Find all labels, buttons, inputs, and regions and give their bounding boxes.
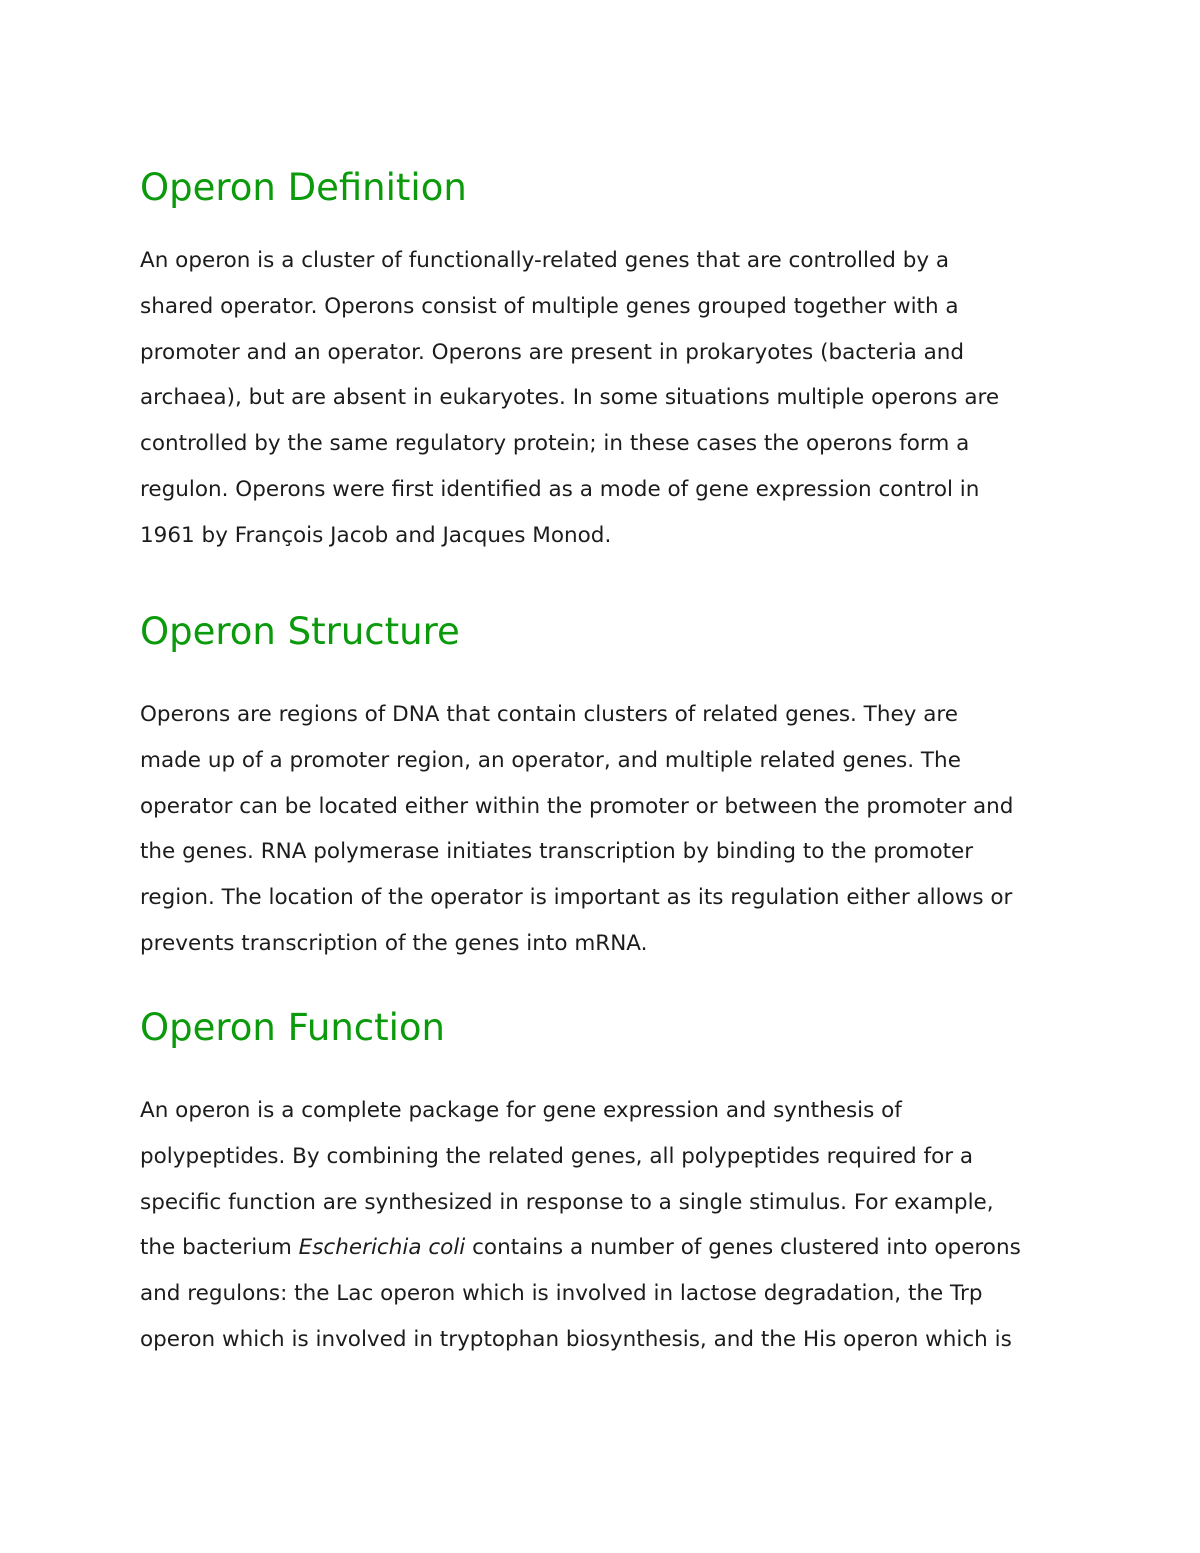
section-operon-structure (140, 610, 1070, 967)
text-line: 1961 by François Jacob and Jacques Monod. (140, 522, 612, 548)
heading-operon-function: Operon Function (140, 1006, 445, 1049)
text-line: the genes. RNA polymerase initiates transcription by binding to the promoter (140, 839, 974, 865)
text-line: polypeptides. By combining the related genes, all polypeptides required for a (140, 1143, 974, 1169)
text-line: controlled by the same regulatory protein; in these cases the operons form a (140, 431, 970, 457)
heading-operon-definition: Operon Definition (140, 166, 467, 209)
text-line: An operon is a complete package for gene expression and synthesis of (140, 1098, 902, 1123)
text-line: specific function are synthesized in response to a single stimulus. For example, (140, 1189, 994, 1215)
species-name-italic: Escherichia coli (298, 1235, 466, 1261)
text-fragment: contains a number of genes clustered into operons (465, 1235, 1021, 1261)
text-fragment: the bacterium (140, 1235, 299, 1261)
section-operon-definition (140, 166, 1070, 559)
section-operon-function (140, 1006, 1070, 1363)
text-line: prevents transcription of the genes into mRNA. (140, 930, 648, 956)
heading-operon-structure: Operon Structure (140, 610, 460, 653)
paragraph-operon-structure (140, 692, 1070, 967)
text-line: operator can be located either within the promoter or between the promoter and (140, 793, 1014, 819)
text-line: promoter and an operator. Operons are present in prokaryotes (bacteria and (140, 339, 965, 365)
text-line: An operon is a cluster of functionally-related genes that are controlled by a (140, 248, 950, 273)
text-line: region. The location of the operator is important as its regulation either allows or (140, 885, 1013, 911)
text-line: made up of a promoter region, an operator, and multiple related genes. The (140, 747, 961, 773)
text-line: Operons are regions of DNA that contain clusters of related genes. They are (140, 702, 958, 727)
paragraph-operon-definition (140, 238, 1070, 559)
text-line: operon which is involved in tryptophan biosynthesis, and the His operon which is (140, 1326, 1012, 1352)
text-line: archaea), but are absent in eukaryotes. In some situations multiple operons are (140, 385, 1000, 411)
text-line: and regulons: the Lac operon which is involved in lactose degradation, the Trp (140, 1281, 983, 1307)
text-line-with-species (140, 1225, 1070, 1271)
text-line: regulon. Operons were first identified as a mode of gene expression control in (140, 476, 980, 502)
paragraph-operon-function (140, 1088, 1070, 1363)
text-line: shared operator. Operons consist of multiple genes grouped together with a (140, 293, 959, 319)
